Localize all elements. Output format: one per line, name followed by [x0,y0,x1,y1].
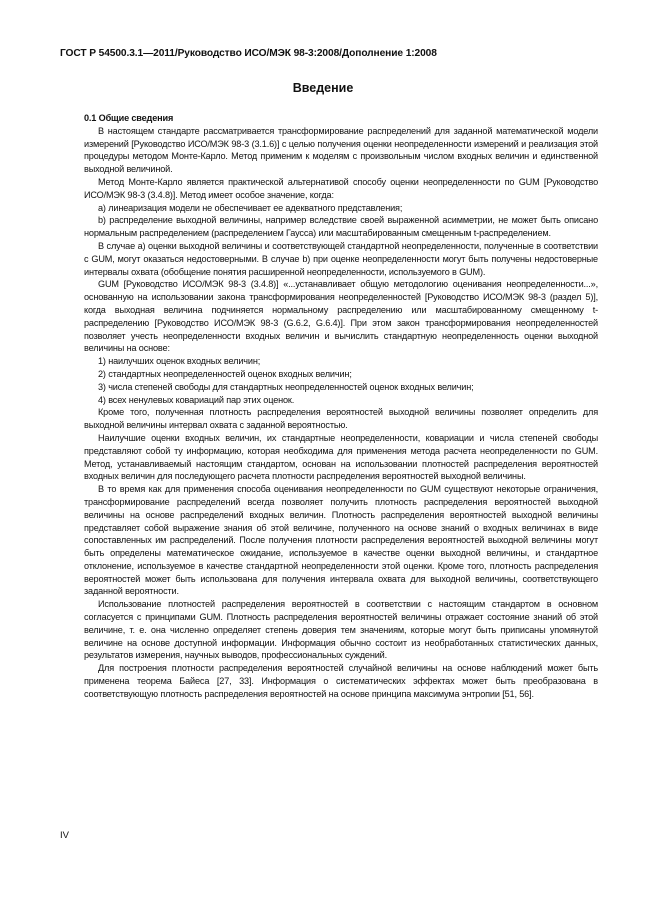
paragraph: Использование плотностей распределения вероятностей в соответствии с настоящим стандартом в основном согласуется с принципами GUM. Плотность распределения вероятностей величины отражает состояние знаний об этой величине, т. е. она численно определяет степень доверия тем значениям, которые могут быть приписаны упомянутой величине на основе доступной информации. Информация обычно состоит из необработанных статистических данных, результатов измерения, научных выводов, профессиональных суждений. [84,599,598,661]
section-heading: 0.1 Общие сведения [84,113,174,123]
list-item: 4) всех ненулевых ковариаций пар этих оценок. [98,394,295,405]
list-item: 1) наилучших оценок входных величин; [98,356,261,367]
document-header: ГОСТ Р 54500.3.1—2011/Руководство ИСО/МЭК 98-3:2008/Дополнение 1:2008 [60,48,437,59]
list-item: a) линеаризация модели не обеспечивает ее адекватного представления; [98,202,403,213]
paragraph: Метод Монте-Карло является практической альтернативой способу оценки неопределенности по GUM [Руководство ИСО/МЭК 98-3 (3.4.8)]. Метод имеет особое значение, когда: [84,176,598,200]
section-content [84,112,598,701]
paragraph: В настоящем стандарте рассматривается трансформирование распределений для заданной математической модели измерений [Руководство ИСО/МЭК 98-3 (3.1.6)] с целью получения оценки неопределенности измерений и реализация этой процедуры методом Монте-Карло. Метод применим к моделям с произвольным числом входных величин и единственной выходной величиной. [84,125,598,175]
list-item: 3) числа степеней свободы для стандартных неопределенностей оценок входных величин; [98,381,474,392]
paragraph: GUM [Руководство ИСО/МЭК 98-3 (3.4.8)] «...устанавливает общую методологию оценивания неопределенности...», основанную на использовании закона трансформирования неопределенностей [Руководство ИСО/МЭК 98-3 (раздел 5)], когда выходная величина подчиняется нормальному распределению или масштабированному смещенному t-распределению [Руководство ИСО/МЭК 98-3 (G.6.2, G.6.4)]. При этом закон трансформирования неопределенностей позволяет учесть неопределенности входных величин и вычислить стандартную неопределенность оценки выходной величины на основе: [84,279,598,354]
paragraph: В то время как для применения способа оценивания неопределенности по GUM существуют некоторые ограничения, трансформирование распределений всегда позволяет получить плотность распределения вероятностей выходной величины на основе распределений входных величин. Плотность распределения вероятностей выходной величины представляет собой выражение знания об этой величине, полученного на основе знаний о входных величинах в виде сопоставленных им распределений. После получения плотности распределения вероятностей выходной величины могут быть определены математическое ожидание, используемое в качестве оценки выходной величины, и стандартное отклонение, используемое в качестве стандартной неопределенности этой оценки. Кроме того, плотность распределения вероятностей может быть использована для получения интервала охвата для выходной величины, соответствующего заданной вероятности. [84,484,598,597]
paragraph: Для построения плотности распределения вероятностей случайной величины на основе наблюдений может быть применена теорема Байеса [27, 33]. Информация о систематических эффектах может быть преобразована в соответствующую плотность распределения вероятностей на основе принципа максимума энтропии [51, 56]. [84,663,598,699]
page-title: Введение [292,81,354,95]
paragraph: Кроме того, полученная плотность распределения вероятностей выходной величины позволяет определить для выходной величины интервал охвата с заданной вероятностью. [84,407,598,431]
paragraph: Наилучшие оценки входных величин, их стандартные неопределенности, ковариации и числа степеней свободы представляют собой ту информацию, которая необходима для применения метода расчета неопределенности по GUM. Метод, устанавливаемый настоящим стандартом, основан на использовании плотностей распределения вероятностей входных величин для последующего расчета плотности распределения вероятностей выходной величины. [84,432,598,482]
page-number: IV [60,830,69,841]
list-item: 2) стандартных неопределенностей оценок входных величин; [98,368,352,379]
paragraph: В случае a) оценки выходной величины и соответствующей стандартной неопределенности, полученные в соответствии с GUM, могут оказаться недостоверными. В случае b) при оценке неопределенности могут быть получены недостоверные интервалы охвата (обобщение понятия расширенной неопределенности, используемого в GUM). [84,240,598,277]
list-item: b) распределение выходной величины, например вследствие своей выраженной асимметрии, не может быть описано нормальным распределением (распределением Гаусса) или масштабированным смещенным t-распределением. [84,215,598,239]
